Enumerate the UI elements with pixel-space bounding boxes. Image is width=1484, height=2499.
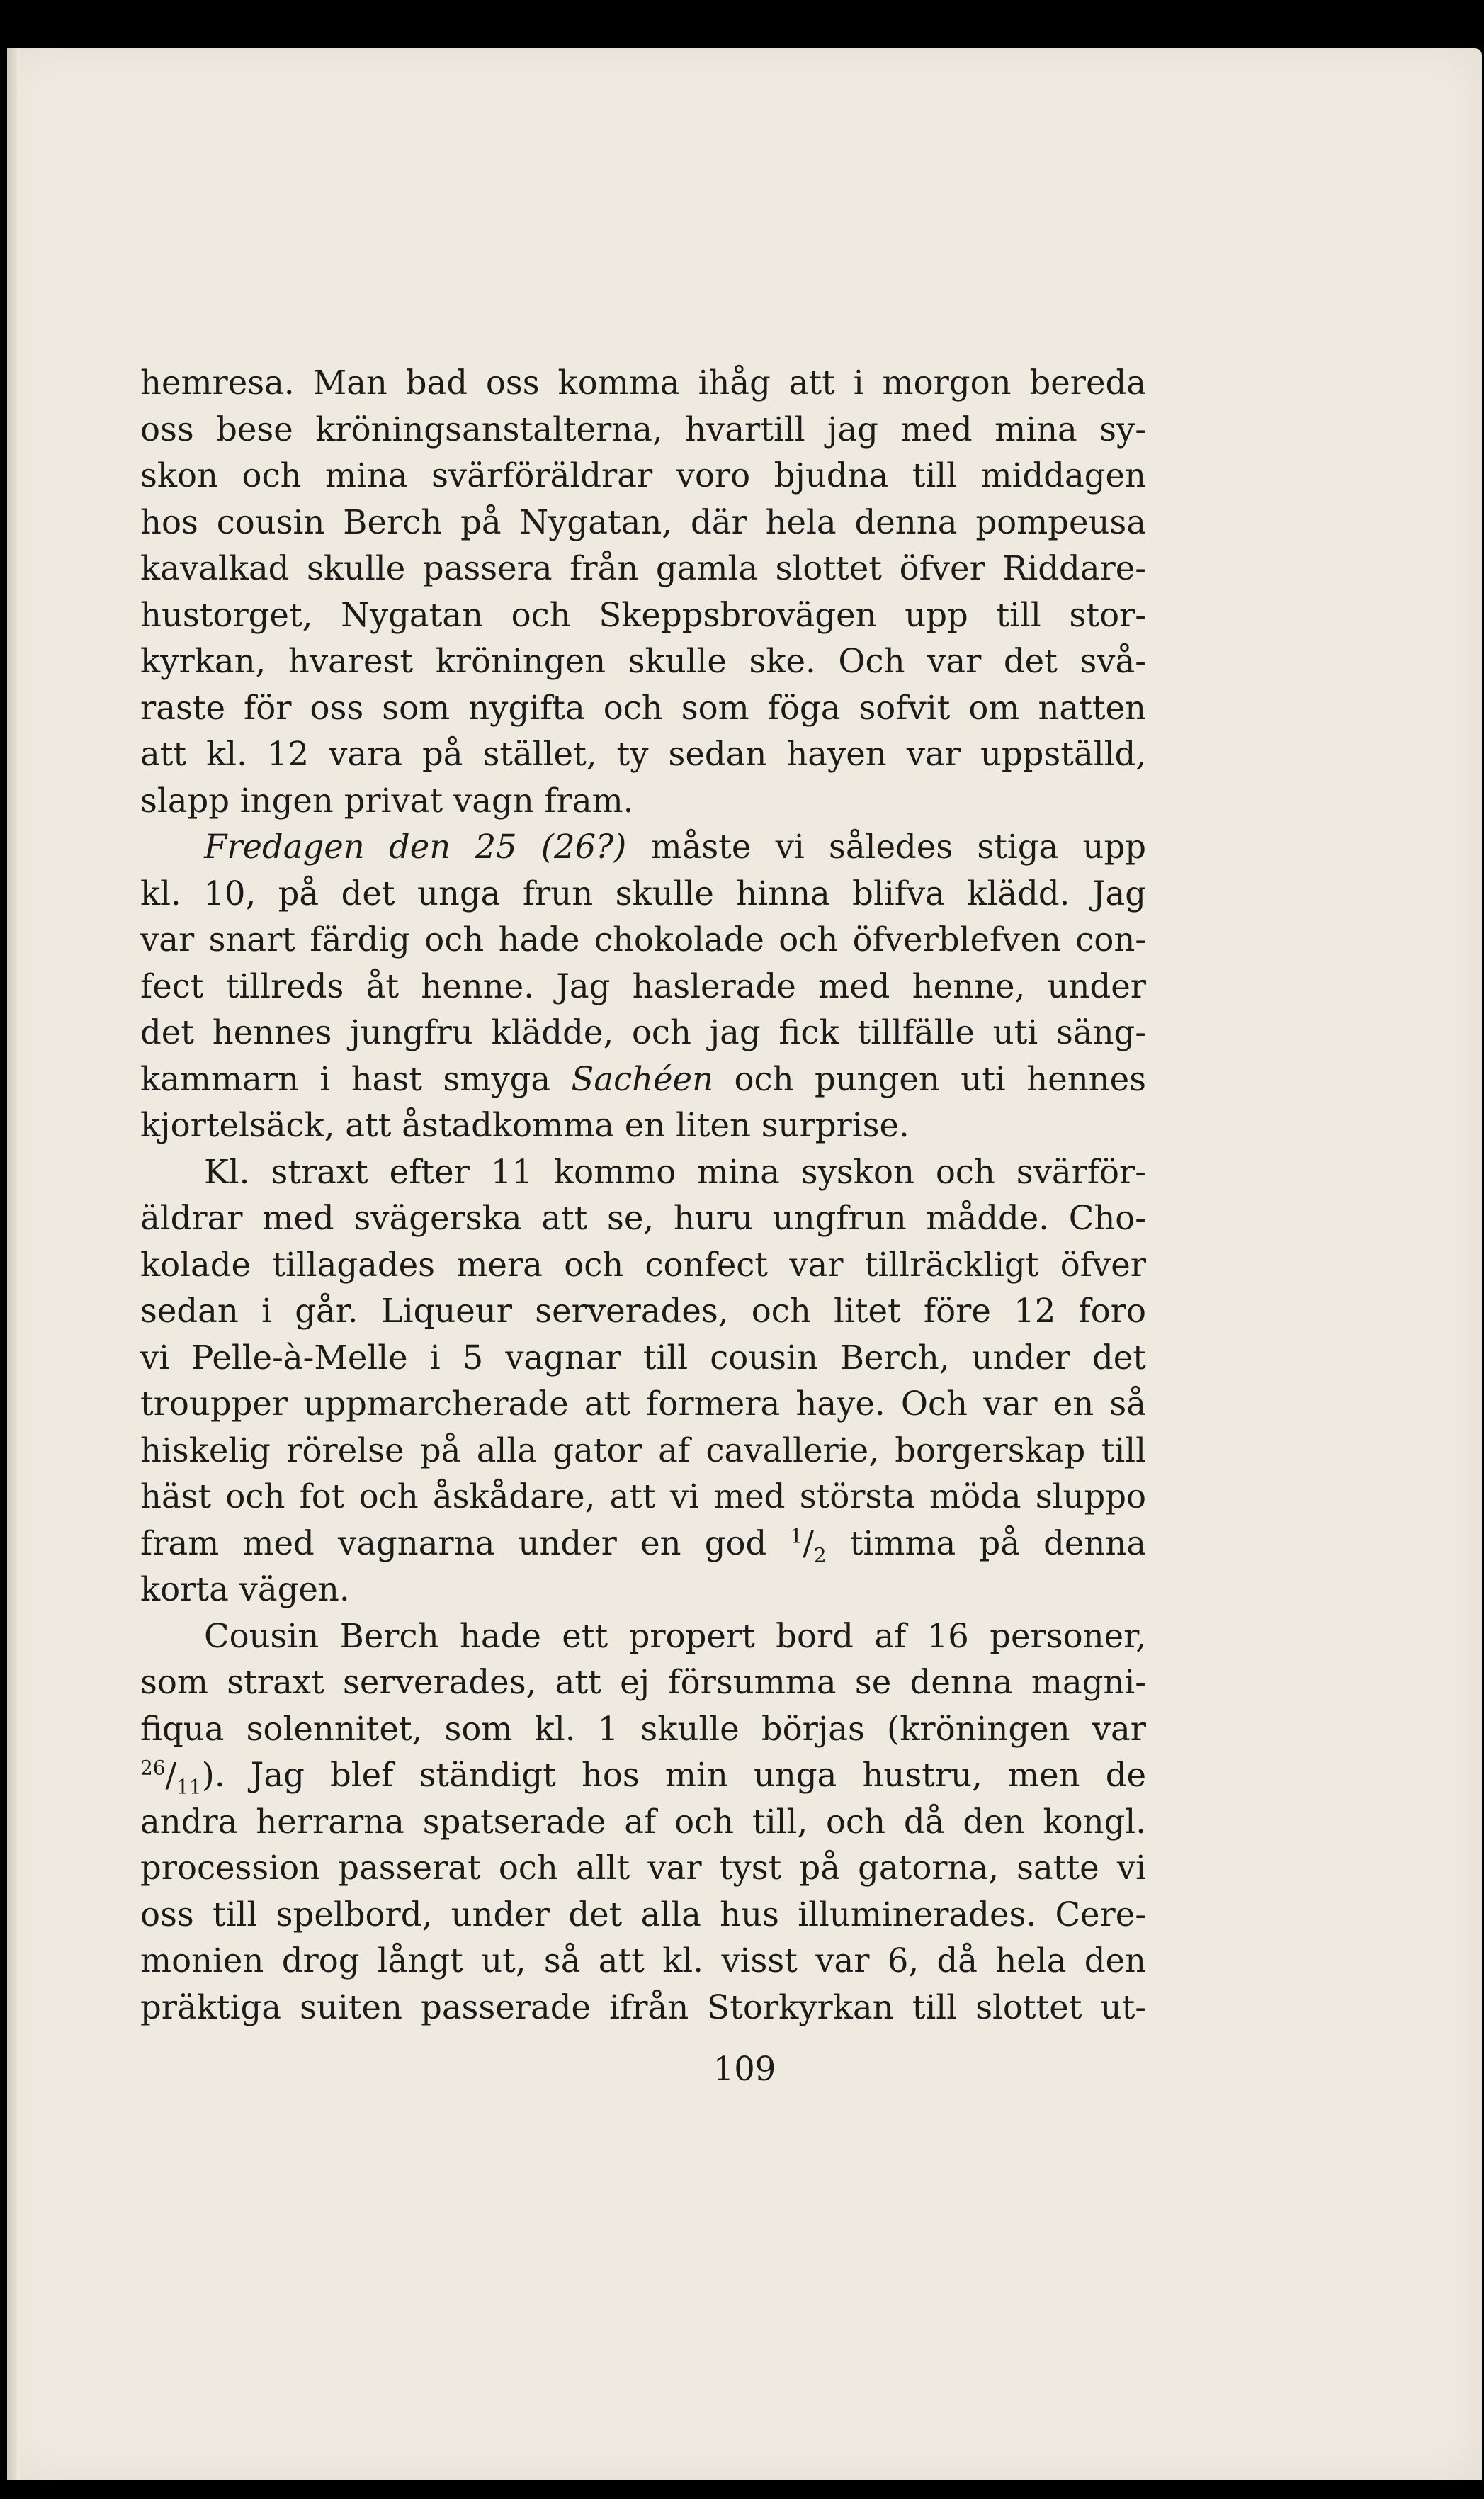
text-line: var snart färdig och hade chokolade och öfverblefven con- <box>140 920 1146 959</box>
text-line: Kl. straxt efter 11 kommo mina syskon och svärför- <box>204 1152 1146 1191</box>
text-line: andra herrarna spatserade af och till, och då den kongl. <box>140 1802 1146 1841</box>
text-line: skon och mina svärföräldrar voro bjudna till middagen <box>140 456 1146 495</box>
text-line: monien drog långt ut, så att kl. visst var 6, då hela den <box>140 1941 1146 1980</box>
text-span: och pungen uti hennes <box>734 1059 1146 1098</box>
text-line: Cousin Berch hade ett propert bord af 16 personer, <box>204 1616 1146 1655</box>
text-line: kavalkad skulle passera från gamla slottet öfver Riddare- <box>140 549 1146 587</box>
text-line: troupper uppmarcherade att formera haye. Och var en så <box>140 1384 1146 1423</box>
page-number: 109 <box>713 2050 776 2088</box>
text-line: att kl. 12 vara på stället, ty sedan hayen var uppställd, <box>140 735 1146 773</box>
text-line: vi Pelle-à-Melle i 5 vagnar till cousin Berch, under det <box>140 1338 1146 1377</box>
text-line: kl. 10, på det unga frun skulle hinna blifva klädd. Jag <box>140 874 1146 913</box>
text-line: häst och fot och åskådare, att vi med största möda sluppo <box>140 1477 1146 1516</box>
text-line-sachee <box>140 1056 1146 1103</box>
text-line: hiskelig rörelse på alla gator af cavallerie, borgerskap till <box>140 1431 1146 1469</box>
text-span: timma på denna <box>849 1523 1147 1562</box>
text-line: korta vägen. <box>140 1570 350 1608</box>
text-line: procession passerat och allt var tyst på gatorna, satte vi <box>140 1849 1146 1887</box>
text-span: kammarn i hast smyga <box>140 1059 551 1098</box>
text-line: oss till spelbord, under det alla hus illuminerades. Cere- <box>140 1895 1146 1934</box>
text-line: som straxt serverades, att ej försumma se denna magni- <box>140 1663 1146 1701</box>
text-line-date <box>140 824 1146 871</box>
body-text <box>140 360 1146 2031</box>
text-line: präktiga suiten passerade ifrån Storkyrkan till slottet ut- <box>140 1987 1146 2026</box>
text-line: fect tillreds åt henne. Jag haslerade med henne, under <box>140 966 1146 1005</box>
text-line-fraction <box>140 1521 1146 1567</box>
text-span: måste vi således stiga upp <box>650 828 1147 866</box>
text-line: hos cousin Berch på Nygatan, där hela denna pompeusa <box>140 502 1146 541</box>
text-line: äldrar med svägerska att se, huru ungfrun mådde. Cho- <box>140 1199 1146 1237</box>
italic-sachee: Sachéen <box>571 1059 714 1098</box>
text-line: sedan i går. Liqueur serverades, och litet före 12 foro <box>140 1292 1146 1330</box>
date-fraction: $^{26}/_{11}$). <box>140 1756 225 1799</box>
italic-date: Fredagen den 25 (26?) <box>204 828 627 866</box>
text-line: fiqua solennitet, som kl. 1 skulle börjas (kröningen var <box>140 1709 1146 1748</box>
text-line: oss bese kröningsanstalterna, hvartill jag med mina sy- <box>140 410 1146 449</box>
text-line: hustorget, Nygatan och Skeppsbrovägen upp till stor- <box>140 595 1146 634</box>
book-page <box>7 48 1482 2480</box>
text-line: det hennes jungfru klädde, och jag fick tillfälle uti säng- <box>140 1013 1146 1051</box>
text-line-date-fraction <box>140 1752 1146 1799</box>
text-line: kolade tillagades mera och confect var tillräckligt öfver <box>140 1245 1146 1284</box>
text-line: slapp ingen privat vagn fram. <box>140 781 634 820</box>
text-span: Jag blef ständigt hos min unga hustru, men de <box>250 1756 1146 1794</box>
fraction-half: $^1/_2$ <box>790 1523 827 1567</box>
text-line: hemresa. Man bad oss komma ihåg att i morgon bereda <box>140 363 1146 402</box>
page-edge <box>7 48 20 2480</box>
text-line: kyrkan, hvarest kröningen skulle ske. Och var det svå- <box>140 642 1146 680</box>
text-line: kjortelsäck, att åstadkomma en liten surprise. <box>140 1106 910 1144</box>
text-line: raste för oss som nygifta och som föga sofvit om natten <box>140 688 1146 727</box>
text-span: fram med vagnarna under en god <box>140 1523 767 1562</box>
